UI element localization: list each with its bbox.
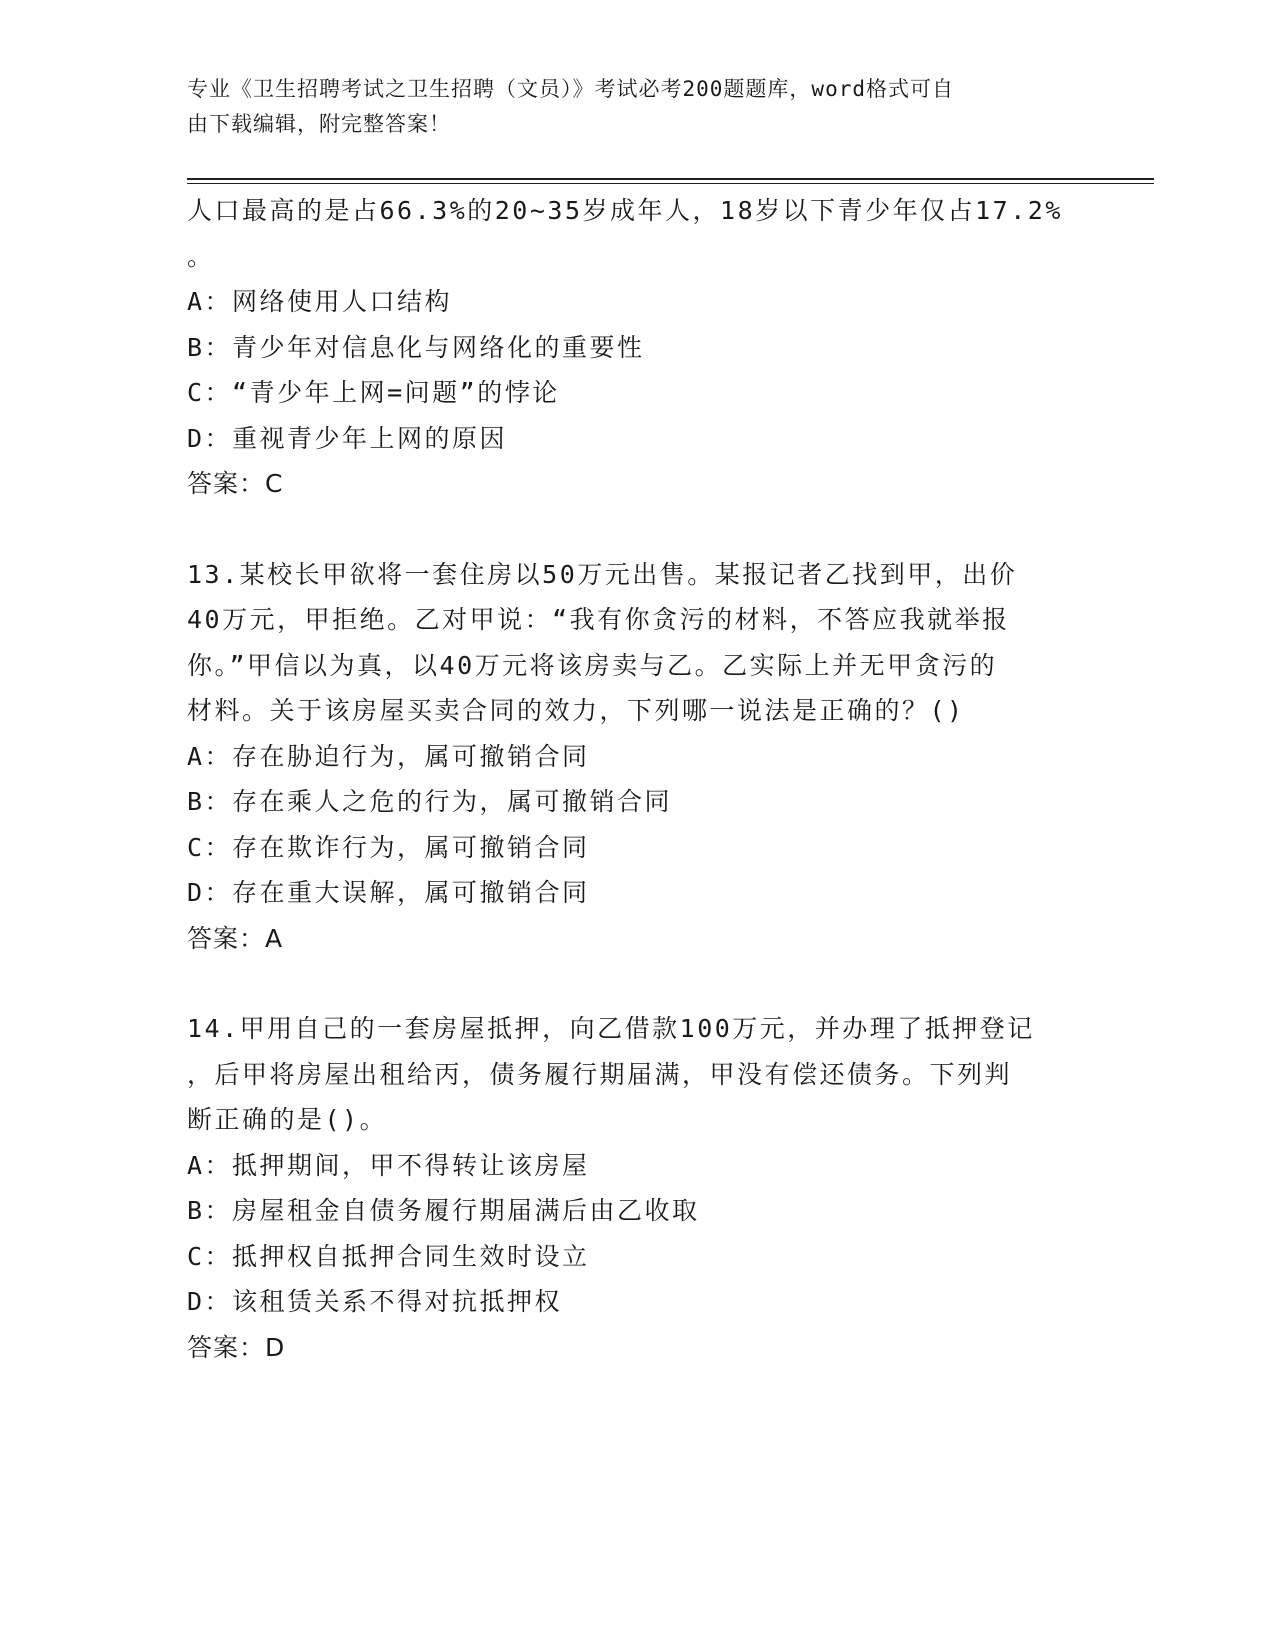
question-spacer bbox=[187, 961, 1087, 1006]
question-stem-line: 。 bbox=[187, 241, 215, 271]
option-d: D：重视青少年上网的原因 bbox=[187, 423, 508, 453]
question-12 bbox=[187, 188, 1087, 507]
option-b: B：存在乘人之危的行为，属可撤销合同 bbox=[187, 787, 673, 816]
option-b: B：房屋租金自债务履行期届满后由乙收取 bbox=[187, 1196, 700, 1225]
option-d: D：存在重大误解，属可撤销合同 bbox=[187, 878, 590, 907]
question-13 bbox=[187, 552, 1087, 962]
header-line-1: 专业《卫生招聘考试之卫生招聘（文员）》考试必考200题题库，word格式可自 bbox=[187, 77, 954, 101]
header-divider-thick bbox=[187, 178, 1154, 180]
option-a: A：抵押期间，甲不得转让该房屋 bbox=[187, 1150, 590, 1180]
document-header bbox=[187, 72, 1087, 142]
option-c: C：抵押权自抵押合同生效时设立 bbox=[187, 1241, 590, 1271]
option-c: C：存在欺诈行为，属可撤销合同 bbox=[187, 832, 590, 862]
question-stem-line: 断正确的是()。 bbox=[187, 1105, 388, 1134]
question-14 bbox=[187, 1006, 1087, 1370]
question-spacer bbox=[187, 507, 1087, 552]
question-stem-line: 40万元，甲拒绝。乙对甲说：“我有你贪污的材料，不答应我就举报 bbox=[187, 605, 1010, 634]
question-stem-line: 人口最高的是占66.3%的20~35岁成年人，18岁以下青少年仅占17.2% bbox=[187, 196, 1063, 225]
answer-label: 答案：C bbox=[187, 469, 284, 498]
option-d: D：该租赁关系不得对抗抵押权 bbox=[187, 1287, 563, 1316]
option-a: A：存在胁迫行为，属可撤销合同 bbox=[187, 741, 590, 771]
question-stem-line: ，后甲将房屋出租给丙，债务履行期届满，甲没有偿还债务。下列判 bbox=[187, 1059, 1013, 1089]
question-list bbox=[187, 188, 1087, 1370]
question-stem-line: 13.某校长甲欲将一套住房以50万元出售。某报记者乙找到甲，出价 bbox=[187, 559, 1018, 589]
question-stem-line: 你。”甲信以为真，以40万元将该房卖与乙。乙实际上并无甲贪污的 bbox=[187, 650, 998, 680]
answer-label: 答案：D bbox=[187, 1332, 286, 1362]
option-c: C：“青少年上网=问题”的悖论 bbox=[187, 378, 560, 407]
header-divider-thin bbox=[187, 183, 1154, 184]
option-a: A：网络使用人口结构 bbox=[187, 287, 453, 316]
answer-label: 答案：A bbox=[187, 923, 284, 953]
question-stem-line: 14.甲用自己的一套房屋抵押，向乙借款100万元，并办理了抵押登记 bbox=[187, 1014, 1035, 1043]
question-stem-line: 材料。关于该房屋买卖合同的效力，下列哪一说法是正确的？() bbox=[187, 696, 965, 725]
option-b: B：青少年对信息化与网络化的重要性 bbox=[187, 332, 645, 362]
header-line-2: 由下载编辑，附完整答案！ bbox=[187, 112, 451, 136]
